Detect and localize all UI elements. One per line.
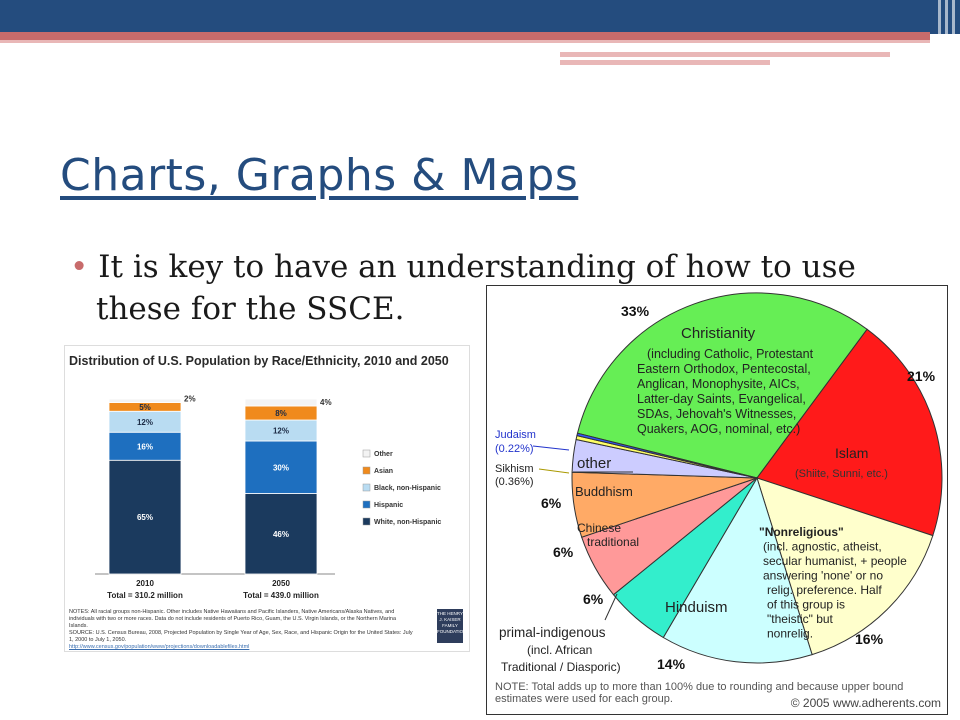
slice-text: Traditional / Diasporic) — [501, 660, 621, 674]
legend-swatch — [363, 501, 370, 508]
slice-text: "theistic" but — [767, 612, 833, 626]
top-ribbon-accent — [560, 52, 890, 57]
category-label: 2010 — [136, 579, 154, 588]
pie-percent-label: 6% — [583, 591, 604, 607]
pie-note-line: NOTE: Total adds up to more than 100% due to rounding and because upper bound — [495, 681, 904, 693]
note-line: 1, 2000 to July 1, 2050. — [69, 637, 127, 643]
stripe — [938, 0, 941, 40]
bullet-text-line1: It is key to have an understanding of how to use — [98, 249, 856, 285]
total-label: Total = 310.2 million — [107, 591, 183, 600]
pie-percent-label: 33% — [621, 303, 650, 319]
leader-line — [605, 594, 617, 620]
pie-outside-label: Judaism — [495, 429, 536, 441]
note-line: individuals with two or more races. Data do not include residents of Puerto Rico, Guam, the U.S. Virgin Islands, or the Northern Marina — [69, 616, 396, 622]
leader-line — [539, 469, 569, 473]
slice-text: SDAs, Jehovah's Witnesses, — [637, 407, 797, 421]
bar-chart-notes — [69, 609, 423, 651]
slice-text: relig. preference. Half — [767, 583, 882, 597]
data-label: 2% — [184, 394, 196, 404]
top-ribbon — [0, 32, 930, 40]
legend-swatch — [363, 484, 370, 491]
data-label: 8% — [275, 409, 287, 418]
pie-percent-label: 16% — [855, 631, 884, 647]
bar-chart-title: Distribution of U.S. Population by Race/Ethnicity, 2010 and 2050 — [69, 354, 449, 368]
pie-percent-label: 21% — [907, 368, 936, 384]
data-label: 12% — [272, 426, 290, 436]
bar-chart-panel — [64, 345, 470, 652]
pie-outside-label: Sikhism — [495, 463, 534, 475]
pie-percent-label: 6% — [553, 544, 574, 560]
bar-segment — [245, 399, 317, 406]
stripe — [952, 0, 955, 40]
slice-text: Buddhism — [575, 484, 633, 499]
data-label: 4% — [320, 398, 332, 407]
slice-text: other — [577, 455, 612, 472]
slice-text: answering 'none' or no — [763, 568, 883, 583]
pie-percent-label: 6% — [541, 495, 562, 511]
note-line: SOURCE: U.S. Census Bureau, 2008, Projected Population by Single Year of Age, Sex, Race, and Hispanic Origin for the United States: July — [69, 630, 413, 636]
legend-swatch — [363, 518, 370, 525]
leader-line — [533, 446, 569, 450]
legend-label: Hispanic — [374, 502, 404, 509]
legend-label: Other — [374, 451, 393, 458]
bullet-dot: • — [70, 249, 89, 285]
slide-title: Charts, Graphs & Maps — [60, 150, 579, 201]
data-label: 65% — [136, 513, 154, 523]
slice-text: Hinduism — [665, 599, 728, 616]
slice-text: "Nonreligious" — [759, 525, 844, 539]
slice-text: Anglican, Monophysite, AICs, — [637, 377, 800, 391]
slice-text: (Shiite, Sunni, etc.) — [795, 468, 888, 480]
data-label: 12% — [136, 417, 154, 427]
note-line: NOTES: All racial groups non-Hispanic. Other includes Native Hawaiians and Pacific Islanders, Native Americans/Alaska Natives, and — [69, 609, 395, 615]
top-ribbon-accent-short — [560, 60, 770, 65]
top-banner — [0, 0, 960, 34]
legend-swatch — [363, 467, 370, 474]
pie-chart-panel — [486, 285, 948, 715]
data-label: 30% — [272, 463, 290, 473]
bar-segment — [109, 399, 181, 403]
slice-text: (incl. African — [527, 643, 593, 657]
slice-text: of this group is — [767, 597, 846, 612]
top-banner-stripes — [934, 0, 960, 40]
bullet-text-line2: these for the SSCE. — [96, 291, 405, 327]
slice-text: Christianity — [681, 325, 756, 342]
slice-text: Chinese — [577, 521, 622, 535]
data-label: 46% — [272, 529, 290, 539]
top-ribbon-light — [0, 40, 930, 43]
slice-text: Islam — [835, 445, 869, 461]
slice-text: Quakers, AOG, nominal, etc.) — [637, 422, 801, 436]
legend-label: White, non-Hispanic — [374, 519, 442, 526]
stripe — [945, 0, 948, 40]
legend-swatch — [363, 450, 370, 457]
pie-copyright: © 2005 www.adherents.com — [790, 696, 941, 710]
legend-label: Black, non-Hispanic — [374, 485, 441, 492]
note-line: Islands. — [69, 623, 88, 629]
data-label: 5% — [139, 402, 151, 412]
slice-text: traditional — [587, 535, 640, 549]
pie-outside-label: (0.36%) — [495, 476, 534, 488]
source-link[interactable]: http://www.census.gov/population/www/projections/downloadablefiles.html — [69, 644, 250, 650]
slice-text: (incl. agnostic, atheist, — [763, 539, 882, 554]
category-label: 2050 — [272, 579, 290, 588]
pie-percent-label: 14% — [657, 656, 686, 672]
pie-note-line: estimates were used for each group. — [495, 693, 673, 705]
kaiser-logo: THE HENRY J. KAISER FAMILY FOUNDATION — [437, 609, 463, 643]
total-label: Total = 439.0 million — [243, 591, 319, 600]
slice-text: nonrelig. — [767, 626, 814, 641]
slice-text: secular humanist, + people — [763, 554, 907, 568]
slice-text: Latter-day Saints, Evangelical, — [637, 392, 806, 406]
legend-label: Asian — [374, 468, 394, 475]
bar-chart-canvas — [65, 346, 469, 608]
slice-text: (including Catholic, Protestant — [647, 347, 814, 361]
pie-chart-canvas — [487, 286, 947, 681]
slice-text: primal-indigenous — [499, 625, 606, 640]
data-label: 16% — [136, 442, 154, 452]
slice-text: Eastern Orthodox, Pentecostal, — [637, 362, 811, 376]
pie-outside-label: (0.22%) — [495, 443, 534, 455]
